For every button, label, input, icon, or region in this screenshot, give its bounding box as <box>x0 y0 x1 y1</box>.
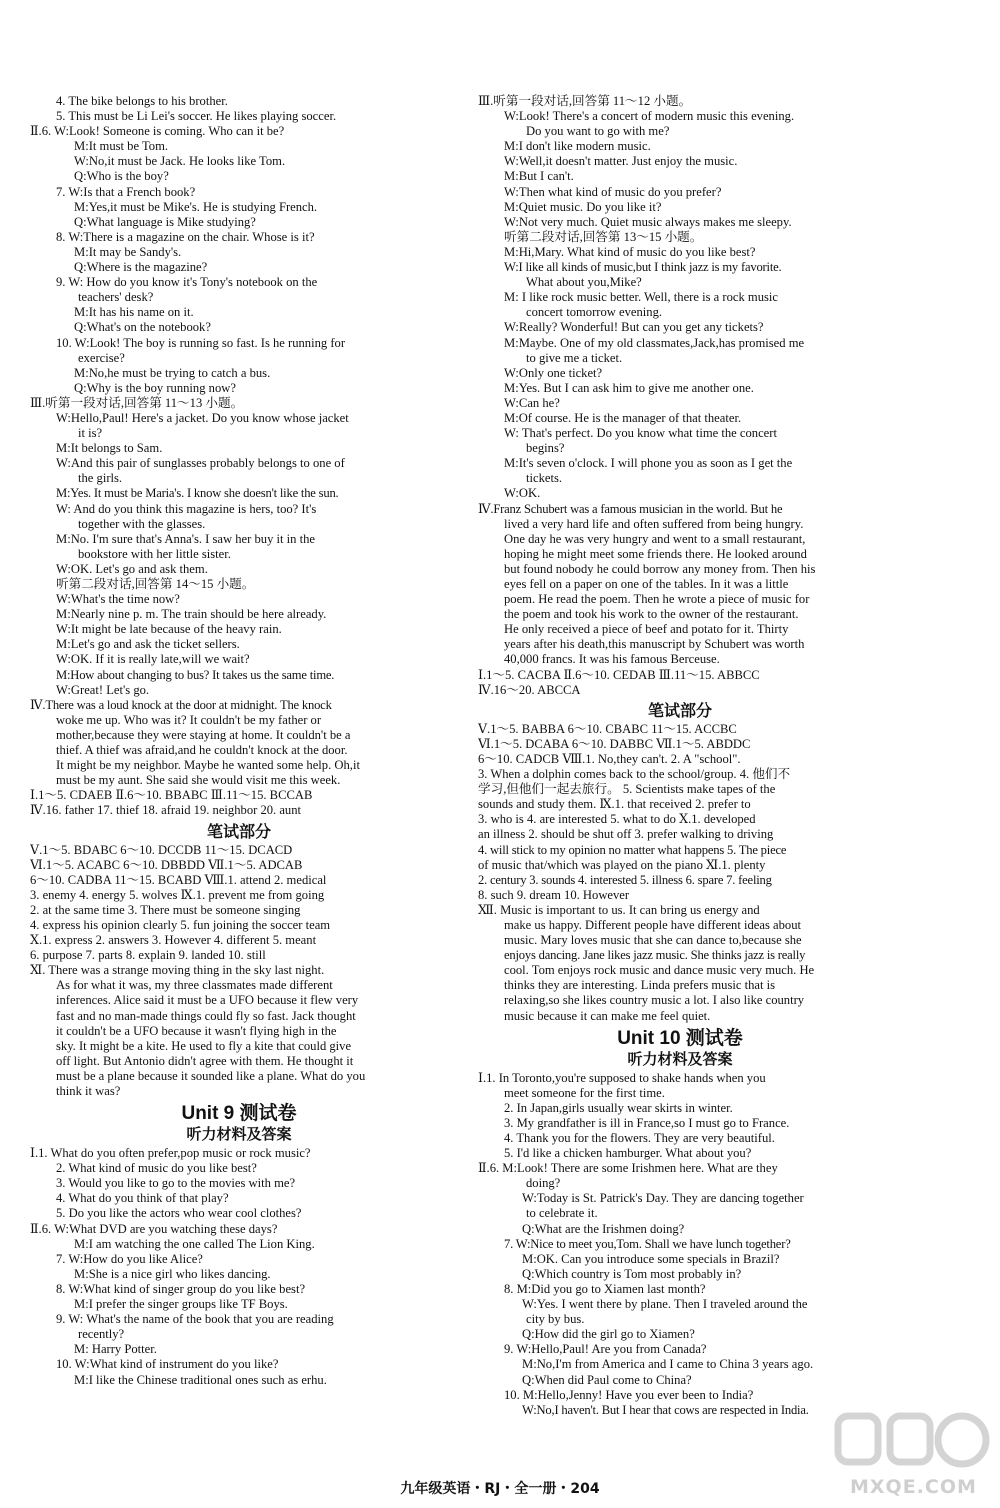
right-text-line: W:Not very much. Quiet music always makes me sleepy. <box>504 214 792 229</box>
right-text-line: 6～10. CADCB Ⅷ.1. No,they can't. 2. A "school". <box>478 751 741 766</box>
left-text-line: Ⅰ.1. What do you often prefer,pop music or rock music? <box>30 1146 311 1161</box>
left-text-line: think it was? <box>56 1084 121 1098</box>
left-text-line: W:Hello,Paul! Here's a jacket. Do you know whose jacket <box>56 410 349 425</box>
section-heading: 笔试部分 <box>647 700 712 720</box>
right-text-line: 5. I'd like a chicken hamburger. What about you? <box>504 1146 752 1161</box>
right-text-line: M:But I can't. <box>504 169 574 184</box>
right-text-line: One day he was very hungry and went to a small restaurant, <box>504 531 806 546</box>
left-text-line: Q:Where is the magazine? <box>74 260 208 275</box>
left-text-line: M: Harry Potter. <box>74 1342 157 1357</box>
left-text-line: W:And this pair of sunglasses probably belongs to one of <box>56 456 345 471</box>
right-text-line: W:Look! There's a concert of modern music this evening. <box>504 109 795 124</box>
left-text-line: Ⅹ.1. express 2. answers 3. However 4. different 5. meant <box>30 933 317 948</box>
left-text-line: off light. But Antonio didn't agree with them. He thought it <box>56 1053 354 1068</box>
left-text-line: W:Great! Let's go. <box>56 682 150 697</box>
right-text-line: M:Quiet music. Do you like it? <box>504 199 662 214</box>
right-text-line: Ⅱ.6. M:Look! There are some Irishmen here. What are they <box>478 1161 778 1176</box>
left-text-line: must be my aunt. She said she would visit me this week. <box>56 773 341 788</box>
right-text-line: Ⅵ.1～5. DCABA 6～10. DABBC Ⅶ.1～5. ABDDC <box>478 736 751 751</box>
right-text-line: M:Of course. He is the manager of that theater. <box>504 410 742 425</box>
left-text-line: 8. W:What kind of singer group do you like best? <box>56 1281 306 1296</box>
right-text-line: W:Only one ticket? <box>504 365 603 380</box>
right-text-line: W: That's perfect. Do you know what time the concert <box>504 426 777 441</box>
right-text-line: 4. Thank you for the flowers. They are very beautiful. <box>504 1131 775 1145</box>
left-text-line: M:Yes. It must be Maria's. I know she doesn't like the sun. <box>56 486 339 501</box>
left-text-line: M:Nearly nine p. m. The train should be here already. <box>56 607 327 622</box>
right-text-line: Ⅴ.1～5. BABBA 6～10. CBABC 11～15. ACCBC <box>478 721 737 736</box>
right-text-line: Ⅰ.1～5. CACBA Ⅱ.6～10. CEDAB Ⅲ.11～15. ABBCC <box>478 667 760 682</box>
left-text-line: M:I like the Chinese traditional ones such as erhu. <box>74 1372 327 1387</box>
left-text-line: It might be my neighbor. Maybe he wanted some help. Oh,it <box>56 758 360 773</box>
left-text-line: sky. It might be a kite. He used to fly a kite that could give <box>56 1038 352 1053</box>
right-text-line: hoping he might meet some friends there. He looked around <box>504 546 807 561</box>
right-text-line: but found nobody he could borrow any money from. Then his <box>504 561 816 576</box>
right-text-line: begins? <box>526 441 565 456</box>
right-text-line: Q:When did Paul come to China? <box>522 1372 692 1387</box>
right-text-line: 40,000 francs. It was his famous Berceuse. <box>504 652 720 667</box>
left-text-line: M:Yes,it must be Mike's. He is studying French. <box>74 199 318 214</box>
right-text-line: W:Can he? <box>504 395 560 410</box>
left-text-line: Ⅱ.6. W:Look! Someone is coming. Who can it be? <box>30 124 285 139</box>
right-text-line: tickets. <box>526 471 563 486</box>
left-text-line: 9. W: How do you know it's Tony's notebook on the <box>56 275 318 290</box>
left-text-line: M:It belongs to Sam. <box>56 441 163 456</box>
left-text-line: M:It has his name on it. <box>74 305 194 320</box>
left-text-line: 4. The bike belongs to his brother. <box>56 94 228 108</box>
left-text-line: M:No,he must be trying to catch a bus. <box>74 365 271 380</box>
right-text-line: Ⅳ.Franz Schubert was a famous musician in the world. But he <box>478 501 783 516</box>
right-text-line: 学习,但他们一起去旅行。 5. Scientists make tapes of the <box>478 782 776 797</box>
right-text-line: 8. M:Did you go to Xiamen last month? <box>504 1281 706 1296</box>
left-text-line: recently? <box>78 1327 125 1342</box>
left-text-line: Q:Who is the boy? <box>74 169 169 184</box>
right-text-line: M:No,I'm from America and I came to China 3 years ago. <box>522 1357 814 1372</box>
left-text-line: 10. W:Look! The boy is running so fast. Is he running for <box>56 335 346 350</box>
left-text-line: Q:What's on the notebook? <box>74 320 211 335</box>
right-text-line: 3. who is 4. are interested 5. what to do Ⅹ.1. developed <box>478 812 756 827</box>
right-text-line: of music that/which was played on the piano Ⅺ.1. plenty <box>478 857 766 872</box>
left-text-line: thief. A thief was afraid,and he couldn't knock at the door. <box>56 743 348 758</box>
left-text-line: M:I am watching the one called The Lion King. <box>74 1236 315 1251</box>
left-text-line: W:OK. Let's go and ask them. <box>56 561 208 576</box>
left-text-line: M:She is a nice girl who likes dancing. <box>74 1266 271 1281</box>
left-text-line: W:No,it must be Jack. He looks like Tom. <box>74 154 286 169</box>
right-text-line: 听第二段对话,回答第 13～15 小题。 <box>504 229 703 244</box>
left-text-line: M:I prefer the singer groups like TF Boys. <box>74 1297 288 1312</box>
left-text-line: Ⅱ.6. W:What DVD are you watching these days? <box>30 1221 278 1236</box>
right-text-line: What about you,Mike? <box>526 275 642 290</box>
right-text-line: M:OK. Can you introduce some specials in Brazil? <box>522 1251 780 1266</box>
page-footer: 九年级英语・RJ・全一册・204 <box>400 1481 600 1497</box>
unit-subtitle: 听力材料及答案 <box>186 1125 292 1144</box>
right-text-line: Ⅲ.听第一段对话,回答第 11～12 小题。 <box>478 94 692 108</box>
left-text-line: Ⅰ.1～5. CDAEB Ⅱ.6～10. BBABC Ⅲ.11～15. BCCAB <box>30 788 313 803</box>
section-heading: 笔试部分 <box>206 821 271 841</box>
right-text-line: 9. W:Hello,Paul! Are you from Canada? <box>504 1342 707 1357</box>
left-text-line: M:No. I'm sure that's Anna's. I saw her buy it in the <box>56 531 315 546</box>
left-text-line: Ⅴ.1～5. BDABC 6～10. DCCDB 11～15. DCACD <box>30 842 293 857</box>
left-text-line: 4. What do you think of that play? <box>56 1191 229 1206</box>
left-text-line: Ⅳ.There was a loud knock at the door at midnight. The knock <box>30 697 332 712</box>
left-text-line: 4. express his opinion clearly 5. fun joining the soccer team <box>30 917 331 932</box>
right-text-line: 2. century 3. sounds 4. interested 5. illness 6. spare 7. feeling <box>478 872 772 887</box>
right-text-line: music because it can make me feel quiet. <box>504 1008 711 1023</box>
left-text-line: 5. Do you like the actors who wear cool clothes? <box>56 1206 302 1221</box>
left-text-line: 3. enemy 4. energy 5. wolves Ⅸ.1. prevent me from going <box>30 887 325 902</box>
right-text-line: Ⅰ.1. In Toronto,you're supposed to shake hands when you <box>478 1070 766 1085</box>
right-text-line: W:Today is St. Patrick's Day. They are dancing together <box>522 1191 804 1206</box>
left-text-line: the girls. <box>78 471 123 486</box>
right-text-line: 7. W:Nice to meet you,Tom. Shall we have lunch together? <box>504 1236 791 1251</box>
right-text-line: 3. My grandfather is ill in France,so I must go to France. <box>504 1115 790 1130</box>
left-text-line: M:It may be Sandy's. <box>74 244 182 259</box>
right-text-line: M:I don't like modern music. <box>504 139 651 154</box>
right-text-line: M:It's seven o'clock. I will phone you as soon as I get the <box>504 456 793 471</box>
right-text-line: thinks they are interesting. Linda prefers music that is <box>504 978 776 993</box>
left-text-line: woke me up. Who was it? It couldn't be my father or <box>56 712 322 727</box>
left-column <box>30 94 448 1388</box>
left-text-line: 10. W:What kind of instrument do you like? <box>56 1357 279 1372</box>
left-text-line: Q:What language is Mike studying? <box>74 214 256 229</box>
left-text-line: 听第二段对话,回答第 14～15 小题。 <box>56 577 255 591</box>
left-text-line: Ⅲ.听第一段对话,回答第 11～13 小题。 <box>30 395 244 410</box>
left-text-line: 2. What kind of music do you like best? <box>56 1161 257 1176</box>
left-text-line: 2. at the same time 3. There must be someone singing <box>30 902 301 917</box>
left-text-line: it is? <box>78 426 103 441</box>
left-text-line: 5. This must be Li Lei's soccer. He likes playing soccer. <box>56 109 337 124</box>
left-text-line: teachers' desk? <box>78 290 154 305</box>
right-text-line: W:Well,it doesn't matter. Just enjoy the music. <box>504 154 738 169</box>
right-text-line: Q:What are the Irishmen doing? <box>522 1221 685 1236</box>
left-text-line: Q:Why is the boy running now? <box>74 380 236 395</box>
right-text-line: M:Yes. But I can ask him to give me another one. <box>504 380 754 395</box>
right-text-line: concert tomorrow evening. <box>526 305 663 320</box>
right-text-line: He only received a piece of beef and potato for it. Thirty <box>504 622 789 637</box>
left-text-line: must be a plane because it sounded like a plane. What do you <box>56 1068 366 1083</box>
right-text-line: sounds and study them. Ⅸ.1. that received 2. prefer to <box>478 797 751 812</box>
right-text-line: 3. When a dolphin comes back to the school/group. 4. 他们不 <box>478 767 791 782</box>
left-text-line: M:Let's go and ask the ticket sellers. <box>56 637 240 652</box>
left-text-line: W:It might be late because of the heavy rain. <box>56 622 282 637</box>
right-text-line: Do you want to go with me? <box>526 124 670 139</box>
left-text-line: together with the glasses. <box>78 516 206 531</box>
right-text-line: eyes fell on a paper on one of the tables. In it was a little <box>504 577 789 591</box>
right-text-line: make us happy. Different people have different ideas about <box>504 917 802 932</box>
right-text-line: W:No,I haven't. But I hear that cows are respected in India. <box>522 1402 809 1417</box>
right-text-line: W:I like all kinds of music,but I think jazz is my favorite. <box>504 260 782 275</box>
right-text-line: doing? <box>526 1176 561 1191</box>
unit-title: Unit 9 测试卷 <box>181 1103 297 1125</box>
left-text-line: 6～10. CADBA 11～15. BCABD Ⅷ.1. attend 2. medical <box>30 872 327 887</box>
right-text-line: Q:How did the girl go to Xiamen? <box>522 1327 695 1342</box>
right-text-line: W:Yes. I went there by plane. Then I traveled around the <box>522 1297 808 1312</box>
right-text-line: Ⅻ. Music is important to us. It can bring us energy and <box>478 902 760 917</box>
left-text-line: bookstore with her little sister. <box>78 546 231 561</box>
left-text-line: M:It must be Tom. <box>74 139 169 154</box>
left-text-line: Ⅺ. There was a strange moving thing in the sky last night. <box>30 963 325 978</box>
right-text-line: to celebrate it. <box>526 1206 598 1221</box>
right-text-line: M:Maybe. One of my old classmates,Jack,has promised me <box>504 335 805 350</box>
right-text-line: 2. In Japan,girls usually wear skirts in winter. <box>504 1100 733 1115</box>
right-text-line: relaxing,so she likes country music a lot. I also like country <box>504 993 805 1008</box>
left-text-line: mother,because they were staying at home. It couldn't be a <box>56 727 351 742</box>
watermark-url: MXQE.COM <box>850 1476 977 1498</box>
left-text-line: 9. W: What's the name of the book that you are reading <box>56 1312 334 1327</box>
right-text-line: Q:Which country is Tom most probably in? <box>522 1266 742 1281</box>
left-text-line: 7. W:How do you like Alice? <box>56 1251 203 1266</box>
right-text-line: 4. will stick to my opinion no matter what happens 5. The piece <box>478 842 787 857</box>
left-text-line: W: And do you think this magazine is hers, too? It's <box>56 501 317 516</box>
right-text-line: 8. such 9. dream 10. However <box>478 887 630 902</box>
right-text-line: W:Then what kind of music do you prefer? <box>504 184 722 199</box>
right-text-line: years after his death,this manuscript by Schubert was worth <box>504 637 805 652</box>
unit-title: Unit 10 测试卷 <box>617 1027 743 1049</box>
left-text-line: W:What's the time now? <box>56 592 180 607</box>
right-text-line: W:Really? Wonderful! But can you get any tickets? <box>504 320 764 335</box>
unit-subtitle: 听力材料及答案 <box>627 1049 733 1068</box>
right-text-line: city by bus. <box>526 1312 585 1327</box>
left-text-line: Ⅵ.1～5. ACABC 6～10. DBBDD Ⅶ.1～5. ADCAB <box>30 857 303 872</box>
left-text-line: 8. W:There is a magazine on the chair. Whose is it? <box>56 229 315 244</box>
left-text-line: exercise? <box>78 350 125 365</box>
left-text-line: M:How about changing to bus? It takes us the same time. <box>56 667 335 682</box>
left-text-line: W:OK. If it is really late,will we wait? <box>56 652 250 667</box>
right-text-line: M:Hi,Mary. What kind of music do you like best? <box>504 244 756 259</box>
right-text-line: an illness 2. should be shut off 3. prefer walking to driving <box>478 827 774 842</box>
right-text-line: meet someone for the first time. <box>504 1085 665 1100</box>
right-text-line: poem. He read the poem. Then he wrote a piece of music for <box>504 592 810 607</box>
left-text-line: fast and no man-made things could fly so fast. Jack thought <box>56 1008 356 1023</box>
right-text-line: the poem and took his work to the owner of the restaurant. <box>504 607 799 622</box>
left-text-line: Ⅳ.16. father 17. thief 18. afraid 19. neighbor 20. aunt <box>30 803 302 818</box>
right-text-line: music. Mary loves music that she can dance to,because she <box>504 933 802 948</box>
left-text-line: 7. W:Is that a French book? <box>56 184 196 199</box>
right-text-line: to give me a ticket. <box>526 350 623 365</box>
right-text-line: cool. Tom enjoys rock music and dance music very much. He <box>504 963 815 978</box>
right-text-line: lived a very hard life and often suffered from being hungry. <box>504 516 804 531</box>
left-text-line: 6. purpose 7. parts 8. explain 9. landed 10. still <box>30 948 266 963</box>
right-text-line: M: I like rock music better. Well, there is a rock music <box>504 290 778 305</box>
right-text-line: Ⅳ.16～20. ABCCA <box>478 682 581 697</box>
left-text-line: inferences. Alice said it must be a UFO because it flew very <box>56 993 359 1008</box>
left-text-line: 3. Would you like to go to the movies with me? <box>56 1176 296 1191</box>
left-text-line: it couldn't be a UFO because it wasn't flying high in the <box>56 1023 337 1038</box>
right-text-line: W:OK. <box>504 486 541 501</box>
right-text-line: enjoys dancing. Jane likes jazz music. She thinks jazz is really <box>504 948 806 963</box>
right-text-line: 10. M:Hello,Jenny! Have you ever been to India? <box>504 1387 754 1402</box>
right-column <box>478 94 882 1418</box>
left-text-line: As for what it was, my three classmates made different <box>56 978 333 993</box>
